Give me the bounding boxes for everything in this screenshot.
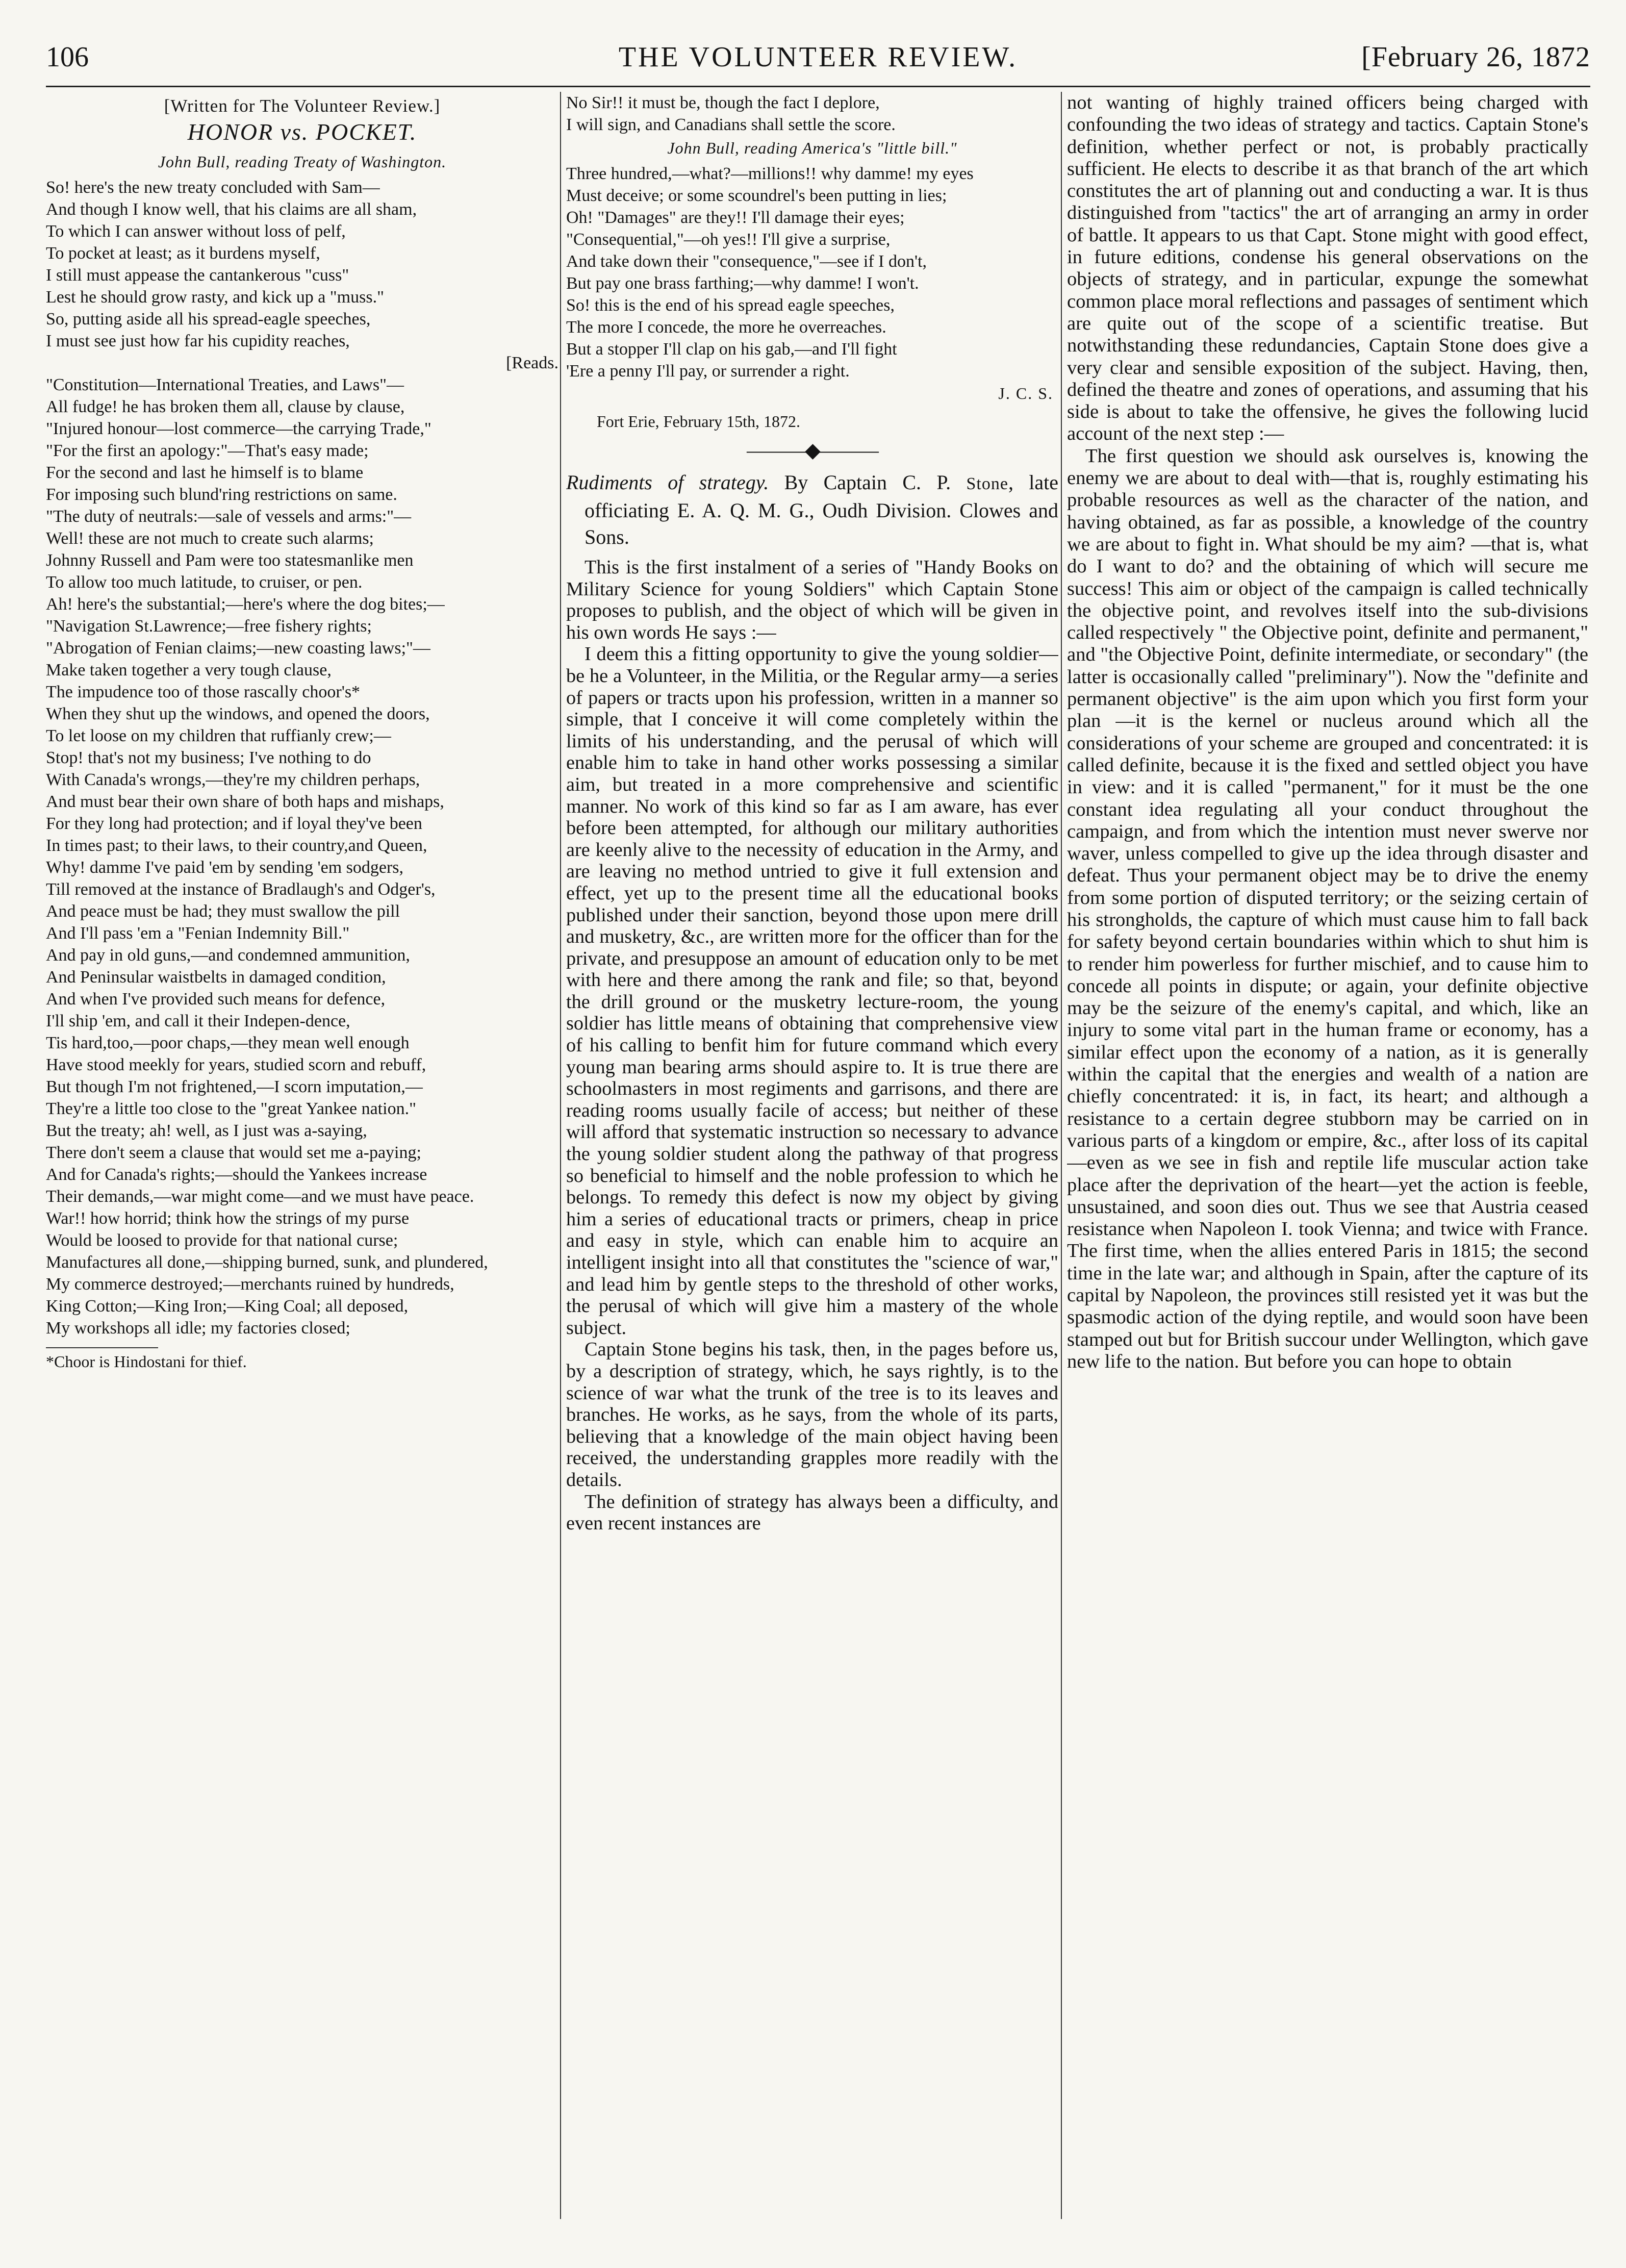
poem-line: They're a little too close to the "great Yankee nation." bbox=[46, 1099, 416, 1118]
attribution-text: John Bull, reading Treaty of Washington. bbox=[158, 153, 447, 171]
poem-line: So! this is the end of his spread eagle speeches, bbox=[566, 296, 895, 315]
poem-line: Make taken together a very tough clause, bbox=[46, 661, 332, 679]
poem-line: Lest he should grow rasty, and kick up a "muss." bbox=[46, 288, 384, 307]
poem-line: So! here's the new treaty concluded with Sam— bbox=[46, 178, 380, 197]
poem-line: Well! these are not much to create such alarms; bbox=[46, 529, 374, 548]
poem-line: The more I concede, the more he overreaches. bbox=[566, 318, 886, 337]
poem-line: And for Canada's rights;—should the Yankees increase bbox=[46, 1165, 427, 1184]
poem-line: No Sir!! it must be, though the fact I deplore, bbox=[566, 93, 880, 112]
poem-line: King Cotton;—King Iron;—King Coal; all deposed, bbox=[46, 1297, 409, 1316]
paragraph: This is the first instalment of a series of "Handy Books on Military Science for young Soldiers" which Captain Stone proposes to publish, and the object of which will be given in his own words He says :— bbox=[566, 557, 1058, 643]
column-divider bbox=[560, 92, 561, 2219]
poem-line: "For the first an apology:"—That's easy made; bbox=[46, 441, 369, 460]
review-body-middle bbox=[566, 557, 1058, 1534]
poem-line: For the second and last he himself is to blame bbox=[46, 463, 364, 482]
poem-attribution bbox=[46, 153, 558, 171]
poem-body-2 bbox=[566, 163, 1058, 382]
poem-line: Three hundred,—what?—millions!! why damme! my eyes bbox=[566, 164, 974, 183]
poem-line: But the treaty; ah! well, as I just was a-saying, bbox=[46, 1121, 367, 1140]
poem-line: War!! how horrid; think how the strings of my purse bbox=[46, 1209, 410, 1228]
paragraph: The definition of strategy has always been a difficulty, and even recent instances are bbox=[566, 1491, 1058, 1534]
poem-line: My workshops all idle; my factories closed; bbox=[46, 1319, 350, 1338]
paragraph: Captain Stone begins his task, then, in the pages before us, by a description of strategy, which, he says rightly, is to the science of war what the trunk of the tree is to its leaves and branches. He works, as he says, from the whole of its parts, believing that a knowledge of the main object having been received, the understanding grapples more readily with the details. bbox=[566, 1339, 1058, 1491]
poem-line: To pocket at least; as it burdens myself, bbox=[46, 244, 320, 263]
poem-line: Why! damme I've paid 'em by sending 'em sodgers, bbox=[46, 858, 404, 877]
publication-title: THE VOLUNTEER REVIEW. bbox=[618, 41, 1018, 73]
review-title-rest: , late officiating E. A. Q. M. G., Oudh Division. Clowes and Sons. bbox=[585, 471, 1058, 548]
poem-line: "Consequential,"—oh yes!! I'll give a surprise, bbox=[566, 230, 891, 249]
review-author: Stone bbox=[966, 474, 1008, 493]
poem-line: Must deceive; or some scoundrel's been putting in lies; bbox=[566, 186, 947, 205]
poem-line: The impudence too of those rascally choor's* bbox=[46, 683, 361, 701]
written-for-note: [Written for The Volunteer Review.] bbox=[164, 96, 441, 116]
poem-signature: J. C. S. bbox=[998, 384, 1053, 402]
poem-line: But pay one brass farthing;—why damme! I won't. bbox=[566, 274, 919, 293]
poem-line: [Reads. bbox=[506, 354, 558, 372]
poem-line: When they shut up the windows, and opened the doors, bbox=[46, 704, 430, 723]
poem-line: So, putting aside all his spread-eagle speeches, bbox=[46, 310, 371, 329]
column-middle bbox=[566, 92, 1058, 2234]
paragraph: not wanting of highly trained officers being charged with confounding the two ideas of strategy and tactics. Captain Stone's definition, whether perfect or not, is probably practically sufficient. He elects to describe it as that branch of the art which constitutes the art of planning out and conducting a war. It is thus distinguished from "tactics" the art of arranging an army in order of battle. It appears to us that Capt. Stone might with good effect, in future editions, condense his general observations on the objects of strategy, and in particular, expunge the somewhat common place moral reflections and passages of sentiment which are quite out of the scope of a scientific treatise. But notwithstanding these redundancies, Captain Stone does give a very clear and sensible exposition of the subject. Having, then, defined the theatre and zones of operations, and assuming that his side is about to take the offensive, he gives the following lucid account of the next step :— bbox=[1067, 92, 1588, 445]
poem-line: Till removed at the instance of Bradlaugh's and Odger's, bbox=[46, 880, 436, 899]
poem-line: For imposing such blund'ring restrictions on same. bbox=[46, 485, 397, 504]
footnote-rule bbox=[46, 1347, 158, 1348]
poem-line: Ah! here's the substantial;—here's where the dog bites;— bbox=[46, 595, 445, 614]
issue-date: [February 26, 1872 bbox=[1361, 41, 1590, 73]
poem-line: I will sign, and Canadians shall settle the score. bbox=[566, 115, 896, 134]
paragraph: The first question we should ask ourselves is, knowing the enemy we are about to deal with—that is, roughly estimating his probable resources as well as the character of the nation, and having obtained, as far as possible, a knowledge of the country we are about to fight in. What should be my aim? —that is, what do I want to do? and the obtaining of which will secure me success! This aim or object of the campaign is called technically the objective point, and revolves itself into the sub-divisions called respectively " the Objective point, definite and permanent," and "the Objective Point, definite intermediate, or secondary" (the latter is occasionally called "preliminary"). Now the "definite and permanent objective" is the aim upon which you first form your plan —it is the kernel or nucleus around which all the considerations of your scheme are grouped and concentrated: it is called definite, because it is the fixed and settled object you have in view: and it is called "permanent," for it must be the one constant idea regulating all your conduct throughout the campaign, and from which the intention must never swerve nor waver, unless compelled to give up the idea through disaster and defeat. Thus your permanent object may be to drive the enemy from some portion of disputed territory; or the seizing certain of his strongholds, the capture of which must cause him to fall back for safety beyond certain boundaries within which to shut him is to render him powerless for further mischief, and to cause him to concede all points in dispute; or again, your definite objective may be the seizure of the enemy's capital, and which, like an injury to some vital part in the human frame or economy, has a similar effect upon the economy of a nation, as it is generally within the capital that the energies and wealth of a nation are chiefly concentrated: it is, in fact, its heart; and although a resistance to a certain degree stubborn may be carried on in various parts of a kingdom or empire, &c., after loss of its capital—even as we see in fish and reptile life muscular action take place after the deprivation of the heart—yet the action is feeble, unsustained, and soon dies out. Thus we see that Austria ceased resistance when Napoleon I. took Vienna; and twice with France. The first time, when the allies entered Paris in 1815; the second time in the late war; and although in Spain, after the capture of its capital by Napoleon, the provinces still resisted yet it was but the spasmodic action of the dying reptile, and would soon have been stamped out but for British succour under Wellington, which gave new life to the nation. But before you can hope to obtain bbox=[1067, 445, 1588, 1372]
poem-line: And Peninsular waistbelts in damaged condition, bbox=[46, 968, 386, 987]
poem-line: Oh! "Damages" are they!! I'll damage their eyes; bbox=[566, 208, 905, 227]
header-rule bbox=[46, 86, 1590, 87]
poem-line: All fudge! he has broken them all, clause by clause, bbox=[46, 397, 405, 416]
review-title: Rudiments of strategy. bbox=[566, 471, 769, 494]
poem-line: With Canada's wrongs,—they're my children perhaps, bbox=[46, 770, 420, 789]
column-divider bbox=[1061, 92, 1062, 2219]
poem-line: 'Ere a penny I'll pay, or surrender a right. bbox=[566, 362, 850, 381]
poem-line: And I'll pass 'em a "Fenian Indemnity Bill." bbox=[46, 924, 350, 943]
running-head bbox=[46, 41, 1590, 87]
section-ornament: ———◆——— bbox=[747, 439, 878, 462]
poem-title: HONOR vs. POCKET. bbox=[187, 119, 417, 145]
page-number: 106 bbox=[46, 41, 89, 73]
attribution-text-2: John Bull, reading America's "little bill." bbox=[667, 139, 957, 157]
poem-line: And take down their "consequence,"—see if I don't, bbox=[566, 252, 927, 271]
poem-line: My commerce destroyed;—merchants ruined by hundreds, bbox=[46, 1275, 454, 1294]
poem-line: For they long had protection; and if loyal they've been bbox=[46, 814, 422, 833]
poem-line: And when I've provided such means for defence, bbox=[46, 990, 386, 1009]
poem-line: But a stopper I'll clap on his gab,—and I'll fight bbox=[566, 340, 897, 359]
poem-line: Tis hard,too,—poor chaps,—they mean well enough bbox=[46, 1034, 410, 1052]
footnote: *Choor is Hindostani for thief. bbox=[46, 1352, 247, 1371]
poem-line: To allow too much latitude, to cruiser, or pen. bbox=[46, 573, 363, 592]
poem-line: And though I know well, that his claims are all sham, bbox=[46, 200, 417, 219]
poem-line: But though I'm not frightened,—I scorn imputation,— bbox=[46, 1077, 423, 1096]
poem-line: Have stood meekly for years, studied scorn and rebuff, bbox=[46, 1055, 426, 1074]
poem-line: "Constitution—International Treaties, and Laws"— bbox=[46, 375, 404, 394]
poem-line: Stop! that's not my business; I've nothing to do bbox=[46, 748, 371, 767]
poem-line: "Navigation St.Lawrence;—free fishery rights; bbox=[46, 617, 372, 636]
poem-continuation bbox=[566, 92, 1058, 136]
poem-line: And peace must be had; they must swallow the pill bbox=[46, 902, 400, 921]
poem-line: In times past; to their laws, to their country,and Queen, bbox=[46, 836, 427, 855]
poem-line: I'll ship 'em, and call it their Indepen-dence, bbox=[46, 1012, 350, 1030]
poem-dateline: Fort Erie, February 15th, 1872. bbox=[597, 412, 801, 431]
paragraph: I deem this a fitting opportunity to give the young soldier—be he a Volunteer, in the Militia, or the Regular army—a series of papers or tracts upon his profession, written in a manner so simple, that I conceive it will come completely within the limits of his understanding, and the perusal of which will enable him to take in hand other works possessing a similar aim, but treated in a more comprehensive and scientific manner. No work of this kind so far as I am aware, has ever before been attempted, for although our military authorities are keenly alive to the necessity of education in the Army, and are leaving no method untried to give it full extension and effect, yet up to the present time all the educational books published under their sanction, beyond those upon mere drill and musketry, &c., are written more for the officer than for the private, and presuppose an amount of education only to be met with here and there among the rank and file; so that, beyond the drill ground or the musketry lecture-room, the young soldier has little means of obtaining that comprehensive view of his calling to benfit him for future command which every young man bearing arms should aspire to. It is true there are schoolmasters in most regiments and garrisons, and there are reading rooms usually facile of access; but neither of these will afford that systematic instruction so necessary to advance the young soldier student along the pathway of that progress so beneficial to himself and the noble profession to which he belongs. To remedy this defect is now my object by giving him a series of educational tracts or primers, cheap in price and easy in style, which can enable him to acquire an intelligent insight into all that constitutes the "science of war," and lead him by gentle steps to the threshold of other works, the perusal of which will give him a mastery of the whole subject. bbox=[566, 643, 1058, 1339]
column-left bbox=[46, 92, 558, 2209]
poem-line: Would be loosed to provide for that national curse; bbox=[46, 1231, 398, 1250]
column-right bbox=[1067, 92, 1588, 2234]
poem-line: There don't seem a clause that would set me a-paying; bbox=[46, 1143, 421, 1162]
poem-body bbox=[46, 177, 558, 1339]
poem-line: To which I can answer without loss of pelf, bbox=[46, 222, 346, 241]
review-heading bbox=[566, 469, 1058, 550]
poem-line: "Abrogation of Fenian claims;—new coasting laws;"— bbox=[46, 639, 430, 658]
review-title-by: By Captain C. P. bbox=[769, 471, 967, 494]
poem-line: Manufactures all done,—shipping burned, sunk, and plundered, bbox=[46, 1253, 488, 1272]
review-body-right bbox=[1067, 92, 1588, 1373]
poem-line: To let loose on my children that ruffianly crew;— bbox=[46, 726, 391, 745]
poem-line: I must see just how far his cupidity reaches, bbox=[46, 332, 350, 350]
poem-line: "Injured honour—lost commerce—the carrying Trade," bbox=[46, 419, 431, 438]
poem-line: Johnny Russell and Pam were too statesmanlike men bbox=[46, 551, 414, 570]
poem-line: And must bear their own share of both haps and mishaps, bbox=[46, 792, 444, 811]
poem-line: And pay in old guns,—and condemned ammunition, bbox=[46, 946, 410, 965]
poem-line: I still must appease the cantankerous "cuss" bbox=[46, 266, 349, 285]
poem-line: "The duty of neutrals:—sale of vessels and arms:"— bbox=[46, 507, 412, 526]
poem-line: Their demands,—war might come—and we must have peace. bbox=[46, 1187, 474, 1206]
poem-attribution-2 bbox=[566, 139, 1058, 158]
